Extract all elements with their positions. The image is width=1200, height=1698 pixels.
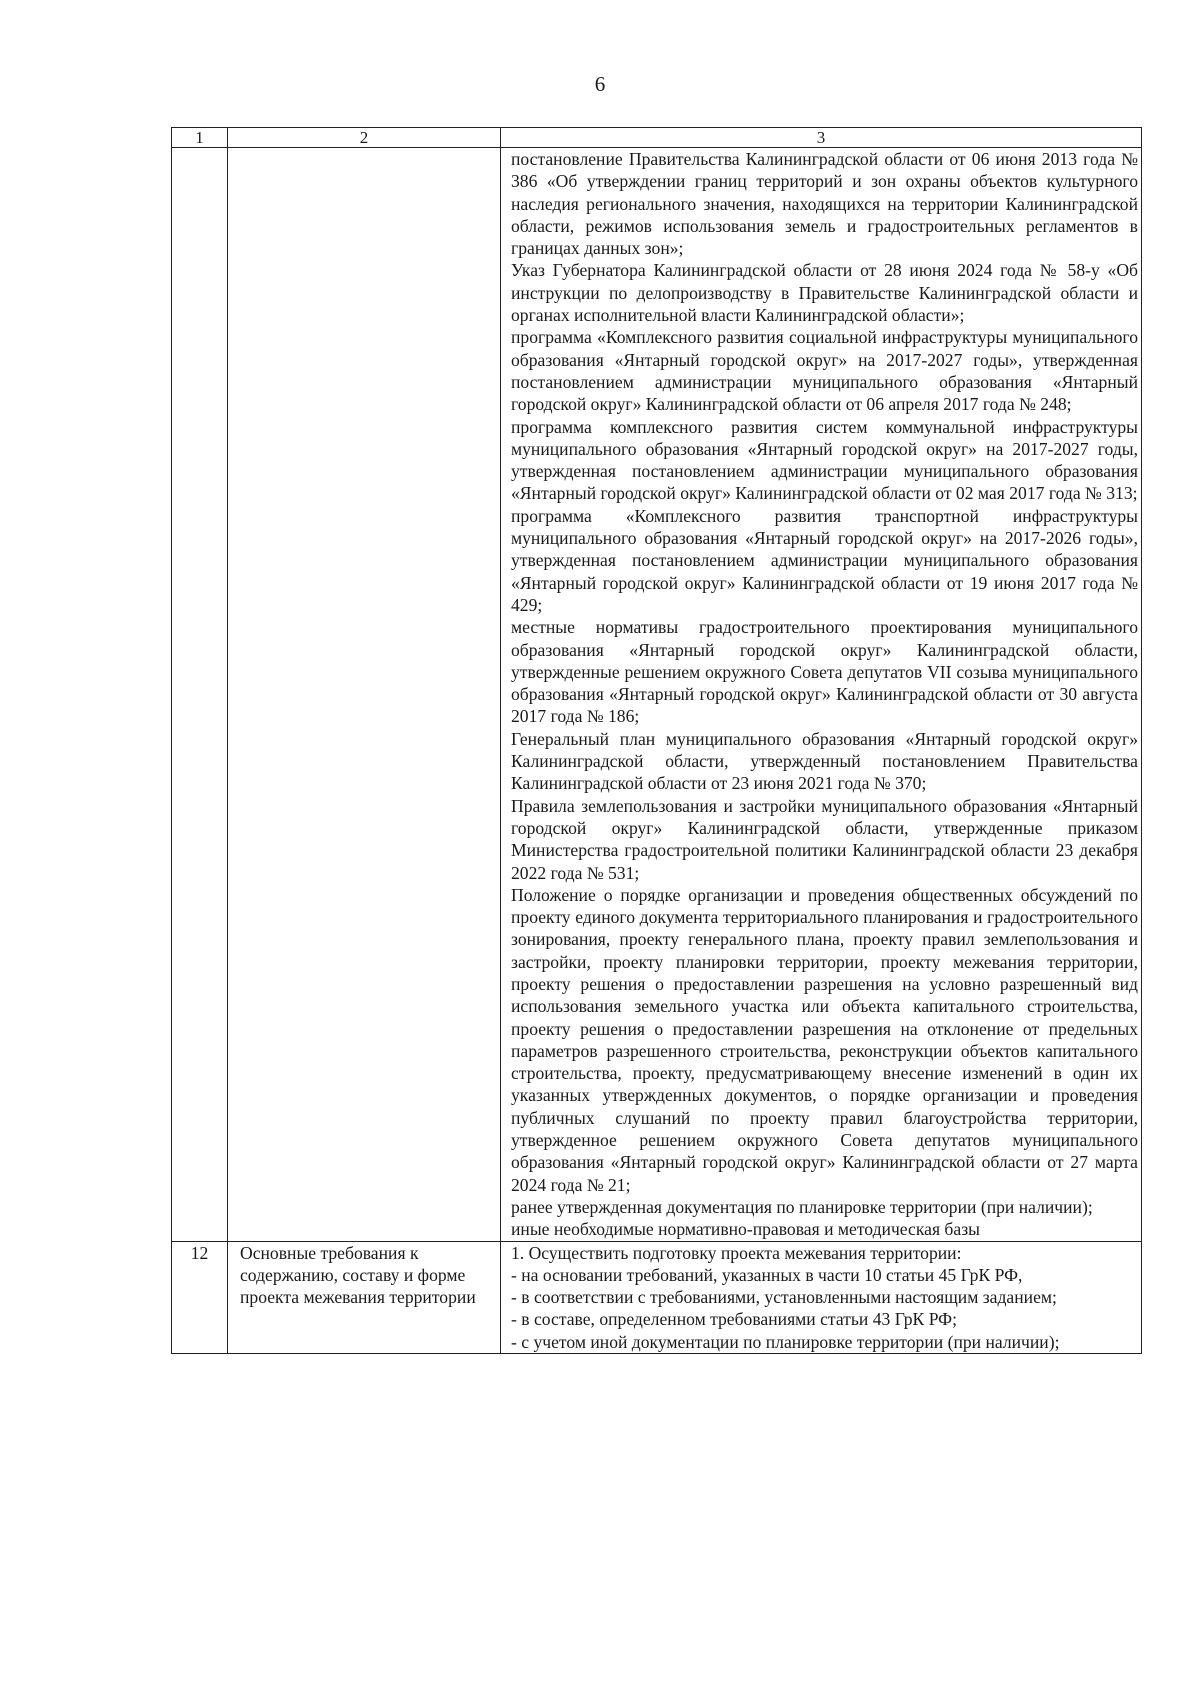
list-item: Указ Губернатора Калининградской области от 28 июня 2024 года № 58-у «Об инструкции по делопроизводству в Правительстве Калининградской области и органах исполнительной власти Калининградской области»; [511, 260, 1138, 326]
list-item: программа комплексного развития систем коммунальной инфраструктуры муниципального образования «Янтарный городской округ» на 2017-2027 годы, утвержденная постановлением администрации муниципального образования «Янтарный городской округ» Калининградской области от 02 мая 2017 года № 313; [511, 416, 1138, 504]
list-item: иные необходимые нормативно-правовая и методическая базы [511, 1219, 980, 1240]
list-item: - на основании требований, указанных в части 10 статьи 45 ГрК РФ, [511, 1264, 1023, 1285]
list-item: - в соответствии с требованиями, установленными настоящим заданием; [511, 1287, 1057, 1308]
header-col-2: 2 [228, 128, 501, 148]
list-item: программа «Комплексного развития транспортной инфраструктуры муниципального образования «Янтарный городской округ» на 2017-2026 годы», утвержденная постановлением администрации муниципального образования «Янтарный городской округ» Калининградской области от 19 июня 2017 года № 429; [511, 505, 1138, 615]
list-item: местные нормативы градостроительного проектирования муниципального образования «Янтарный городской округ» Калининградской области, утвержденные решением окружного Совета депутатов VII созыва муниципального образования «Янтарный городской округ» Калининградской области от 30 августа 2017 года № 186; [511, 617, 1138, 727]
table-row-12 [172, 1241, 1142, 1353]
table-header-row [172, 128, 1142, 148]
page-number: 6 [594, 72, 606, 96]
list-item: - в составе, определенном требованиями статьи 43 ГрК РФ; [511, 1309, 957, 1330]
header-col-3: 3 [501, 128, 1142, 148]
row-content-cell [501, 148, 1142, 1242]
requirements-table [171, 127, 1142, 1354]
list-item: Генеральный план муниципального образования «Янтарный городской округ» Калининградской области, утвержденный постановлением Правительства Калининградской области от 23 июня 2021 года № 370; [511, 728, 1138, 794]
list-item: Положение о порядке организации и проведения общественных обсуждений по проекту единого документа территориального планирования и градостроительного зонирования, проекту генерального плана, проекту правил землепользования и застройки, проекту планировки территории, проекту межевания территории, проекту решения о предоставлении разрешения на условно разрешенный вид использования земельного участка или объекта капитального строительства, проекту решения о предоставлении разрешения на отклонение от предельных параметров разрешенного строительства, реконструкции объектов капитального строительства, проекту, предусматривающему внесение изменений в один их указанных утвержденных документов, о порядке организации и проведения публичных слушаний по проекту правил благоустройства территории, утвержденное решением окружного Совета депутатов муниципального образования «Янтарный городской округ» Калининградской области от 27 марта 2024 года № 21; [511, 884, 1138, 1195]
table-row-continuation [172, 148, 1142, 1242]
header-col-1: 1 [172, 128, 228, 148]
list-item: - с учетом иной документации по планировке территории (при наличии); [511, 1331, 1060, 1352]
list-item: 1. Осуществить подготовку проекта межевания территории: [511, 1242, 962, 1263]
row-title-cell [228, 148, 501, 1242]
list-item: программа «Комплексного развития социальной инфраструктуры муниципального образования «Янтарный городской округ» на 2017-2027 годы», утвержденная постановлением администрации муниципального образования «Янтарный городской округ» Калининградской области от 06 апреля 2017 года № 248; [511, 327, 1138, 415]
list-item: ранее утвержденная документация по планировке территории (при наличии); [511, 1196, 1093, 1217]
row-title-cell: Основные требования к содержанию, составу и форме проекта межевания территории [228, 1241, 501, 1353]
row-number-cell [172, 148, 228, 1242]
list-item: Правила землепользования и застройки муниципального образования «Янтарный городской округ» Калининградской области, утвержденные приказом Министерства градостроительной политики Калининградской области 23 декабря 2022 года № 531; [511, 795, 1138, 883]
row-number-cell: 12 [172, 1241, 228, 1353]
row-content-cell [501, 1241, 1142, 1353]
list-item: постановление Правительства Калининградской области от 06 июня 2013 года № 386 «Об утверждении границ территорий и зон охраны объектов культурного наследия регионального значения, находящихся на территории Калининградской области, режимов использования земель и градостроительных регламентов в границах данных зон»; [511, 149, 1138, 259]
